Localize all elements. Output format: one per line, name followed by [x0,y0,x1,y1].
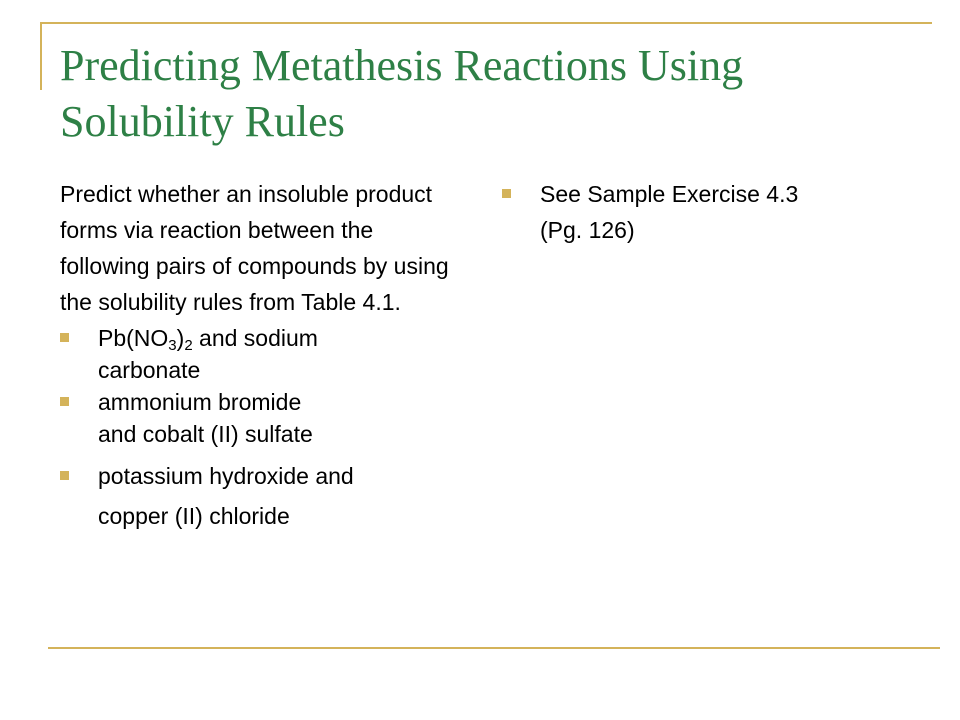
list-item [60,460,460,536]
pair-1-line-2: carbonate [98,357,201,383]
right-column [502,176,902,248]
top-rule-horizontal [40,22,932,24]
pair-1-rest: and sodium [192,325,318,351]
pair-3-line-2: copper (II) chloride [98,503,290,529]
reference-line-2: (Pg. 126) [540,217,635,243]
formula-prefix: Pb(NO [98,325,169,351]
pair-1-line-1 [60,322,460,354]
intro-text: Predict whether an insoluble product forms via reaction between the following pairs of compounds by using the solubility rules from Table 4.1. [60,181,449,315]
square-bullet-icon [60,471,69,480]
list-item [502,176,902,248]
list-item [60,322,460,386]
square-bullet-icon [60,397,69,406]
list-item [60,386,460,450]
reference-list [502,176,902,248]
formula-subscript-3: 3 [168,337,177,354]
pair-3-line-1: potassium hydroxide and [98,463,354,489]
square-bullet-icon [60,333,69,342]
bottom-rule [48,647,940,649]
formula-subscript-2: 2 [184,337,193,354]
pair-2-line-1: ammonium bromide [98,389,302,415]
slide-title: Predicting Metathesis Reactions Using Solubility Rules [60,41,744,146]
left-column [60,176,460,536]
compound-pairs-list [60,322,460,536]
formula-paren: ) [176,325,185,351]
top-rule-vertical [40,22,42,90]
reference-line-1: See Sample Exercise 4.3 [540,181,799,207]
square-bullet-icon [502,189,511,198]
pair-2-line-2: and cobalt (II) sulfate [98,421,313,447]
